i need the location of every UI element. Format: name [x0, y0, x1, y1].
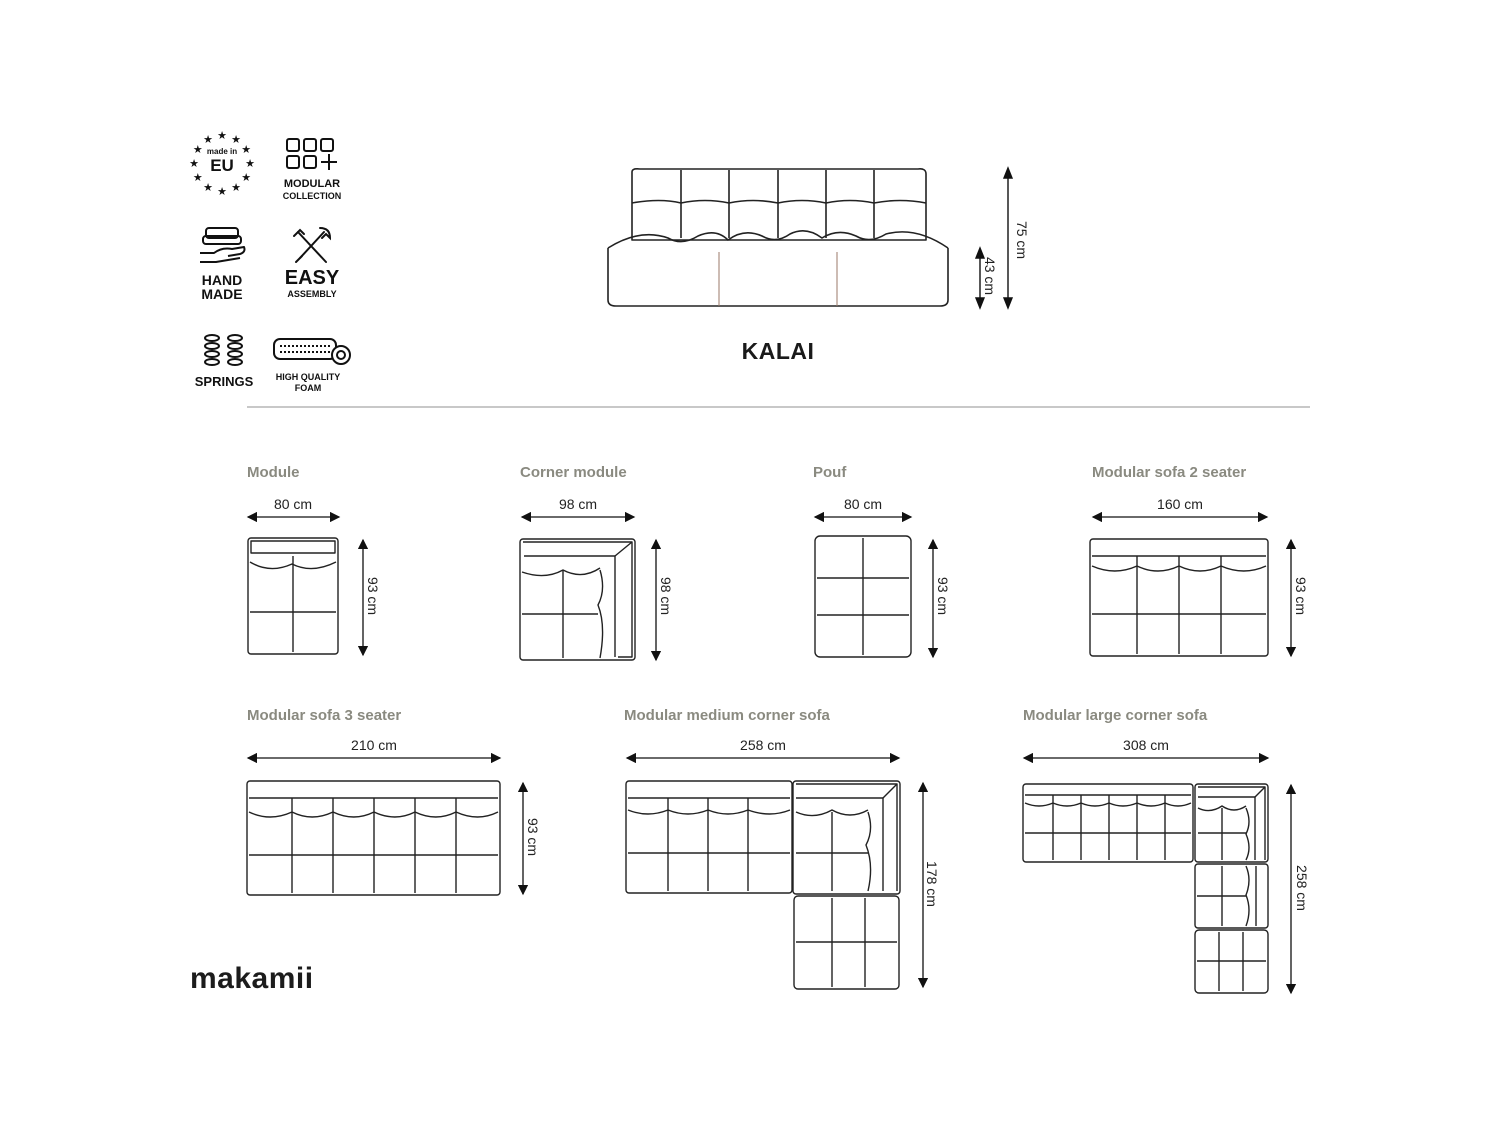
eu-star-icon: ★ — [241, 143, 252, 156]
large-corner-drawing — [1023, 784, 1268, 993]
variant-title-sofa-3: Modular sofa 3 seater — [247, 707, 402, 724]
sofa3-depth-label: 93 cm — [525, 817, 541, 857]
eu-made-in-label: made in — [206, 147, 238, 156]
height-seat-label: 43 cm — [982, 256, 998, 296]
large-corner-width-label: 308 cm — [1123, 737, 1169, 753]
module-depth-label: 93 cm — [365, 576, 381, 616]
handmade-label-2: MADE — [201, 286, 243, 302]
easy-label-2: ASSEMBLY — [287, 289, 337, 299]
large-corner-depth-label: 258 cm — [1294, 865, 1310, 911]
pouf-width-label: 80 cm — [843, 496, 883, 512]
foam-label-2: FOAM — [294, 383, 322, 393]
eu-star-icon: ★ — [192, 171, 203, 184]
eu-star-icon: ★ — [241, 171, 252, 184]
medium-corner-drawing — [626, 781, 900, 989]
variant-title-module: Module — [247, 464, 300, 481]
variant-title-large-corner: Modular large corner sofa — [1023, 707, 1208, 724]
medium-corner-depth-label: 178 cm — [924, 861, 940, 907]
sofa-3-seater-drawing — [247, 781, 500, 895]
eu-label: EU — [210, 156, 234, 175]
module-width-label: 80 cm — [273, 496, 313, 512]
easy-label-1: EASY — [284, 267, 340, 289]
sofa2-depth-label: 93 cm — [1293, 576, 1309, 616]
sofa2-width-label: 160 cm — [1157, 496, 1203, 512]
height-total-label: 75 cm — [1014, 220, 1030, 260]
sofa3-width-label: 210 cm — [351, 737, 397, 753]
variant-title-pouf: Pouf — [813, 464, 847, 481]
sofa-2-seater-drawing — [1090, 539, 1268, 656]
foam-label-1: HIGH QUALITY — [275, 372, 341, 382]
modular-label-1: MODULAR — [283, 178, 341, 190]
product-title: KALAI — [741, 338, 815, 364]
eu-star-icon: ★ — [231, 181, 241, 195]
pouf-depth-label: 93 cm — [935, 576, 951, 616]
medium-corner-width-label: 258 cm — [740, 737, 786, 753]
eu-star-icon: ★ — [217, 185, 227, 198]
variant-title-corner-module: Corner module — [520, 464, 627, 481]
pouf-drawing — [815, 536, 911, 657]
eu-star-icon: ★ — [203, 181, 213, 195]
corner-width-label: 98 cm — [558, 496, 598, 512]
eu-star-icon: ★ — [217, 129, 227, 142]
corner-module-drawing — [520, 539, 635, 660]
variant-title-sofa-2: Modular sofa 2 seater — [1092, 464, 1247, 481]
handmade-label-1: HAND — [201, 272, 243, 288]
corner-depth-label: 98 cm — [658, 576, 674, 616]
variant-title-medium-corner: Modular medium corner sofa — [624, 707, 830, 724]
eu-star-icon: ★ — [192, 143, 203, 156]
eu-star-icon: ★ — [189, 157, 199, 170]
module-drawing — [248, 538, 338, 654]
eu-star-icon: ★ — [203, 132, 213, 146]
eu-star-icon: ★ — [231, 132, 241, 146]
dimension-arrows — [248, 517, 1291, 993]
brand-logo: makamii — [190, 962, 314, 995]
springs-label: SPRINGS — [194, 374, 254, 389]
eu-star-icon: ★ — [245, 157, 255, 170]
modular-label-2: COLLECTION — [282, 191, 342, 201]
